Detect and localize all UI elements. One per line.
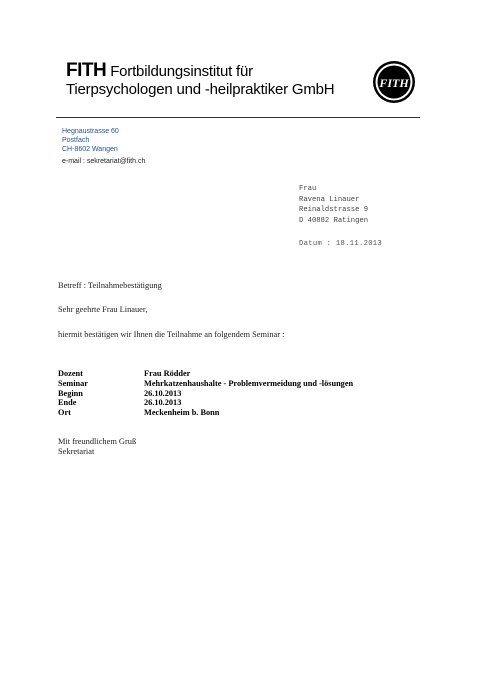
detail-value: 26.10.2013 (144, 388, 182, 398)
institute-acronym: FITH (66, 60, 107, 81)
closing-greeting: Mit freundlichem Gruß (58, 437, 137, 446)
detail-label: Beginn (58, 388, 83, 398)
sender-street: Hegnaustrasse 60 (62, 128, 119, 135)
detail-row (58, 398, 353, 408)
detail-label: Dozent (58, 369, 83, 378)
closing-sender: Sekretariat (58, 447, 95, 456)
detail-row (58, 379, 353, 389)
detail-row (58, 389, 353, 399)
sender-address (62, 127, 119, 154)
recipient-street: Reinaldstrasse 9 (299, 206, 369, 214)
detail-row (58, 408, 353, 418)
recipient-salutation: Frau (299, 185, 317, 193)
detail-row (58, 369, 353, 379)
sender-email: e-mail : sekretariat@fith.ch (62, 158, 146, 165)
detail-value: 26.10.2013 (144, 398, 182, 408)
recipient-name: Ravena Linauer (299, 195, 360, 204)
seminar-details (58, 369, 353, 418)
closing (58, 437, 136, 457)
fith-logo-icon (372, 60, 416, 104)
detail-value: Frau Rödder (144, 369, 191, 378)
institute-title-line2: Tierpsychologen und -heilpraktiker GmbH (66, 81, 335, 98)
recipient-address (299, 184, 368, 226)
detail-value: Meckenheim b. Bonn (144, 408, 220, 418)
institute-title-line1 (66, 60, 253, 82)
sender-postfach: Postfach (62, 137, 90, 144)
subject-line: Betreff : Teilnahmebestätigung (58, 281, 162, 290)
institute-title-rest: Fortbildungsinstitut für (110, 63, 253, 80)
recipient-city: D 40882 Ratingen (299, 216, 369, 225)
intro-text: hiermit bestätigen wir Ihnen die Teilnahme an folgendem Seminar : (58, 330, 285, 339)
letter-date: Datum : 18.11.2013 (299, 240, 383, 248)
detail-label: Ort (58, 408, 71, 418)
detail-label: Seminar (58, 378, 88, 388)
header-divider (56, 117, 420, 118)
sender-city: CH-8602 Wangen (62, 146, 118, 153)
svg-text:FITH: FITH (379, 76, 409, 90)
detail-value: Mehrkatzenhaushalte - Problemvermeidung und -lösungen (144, 378, 354, 388)
detail-label: Ende (58, 398, 77, 408)
salutation: Sehr geehrte Frau Linauer, (58, 305, 148, 314)
